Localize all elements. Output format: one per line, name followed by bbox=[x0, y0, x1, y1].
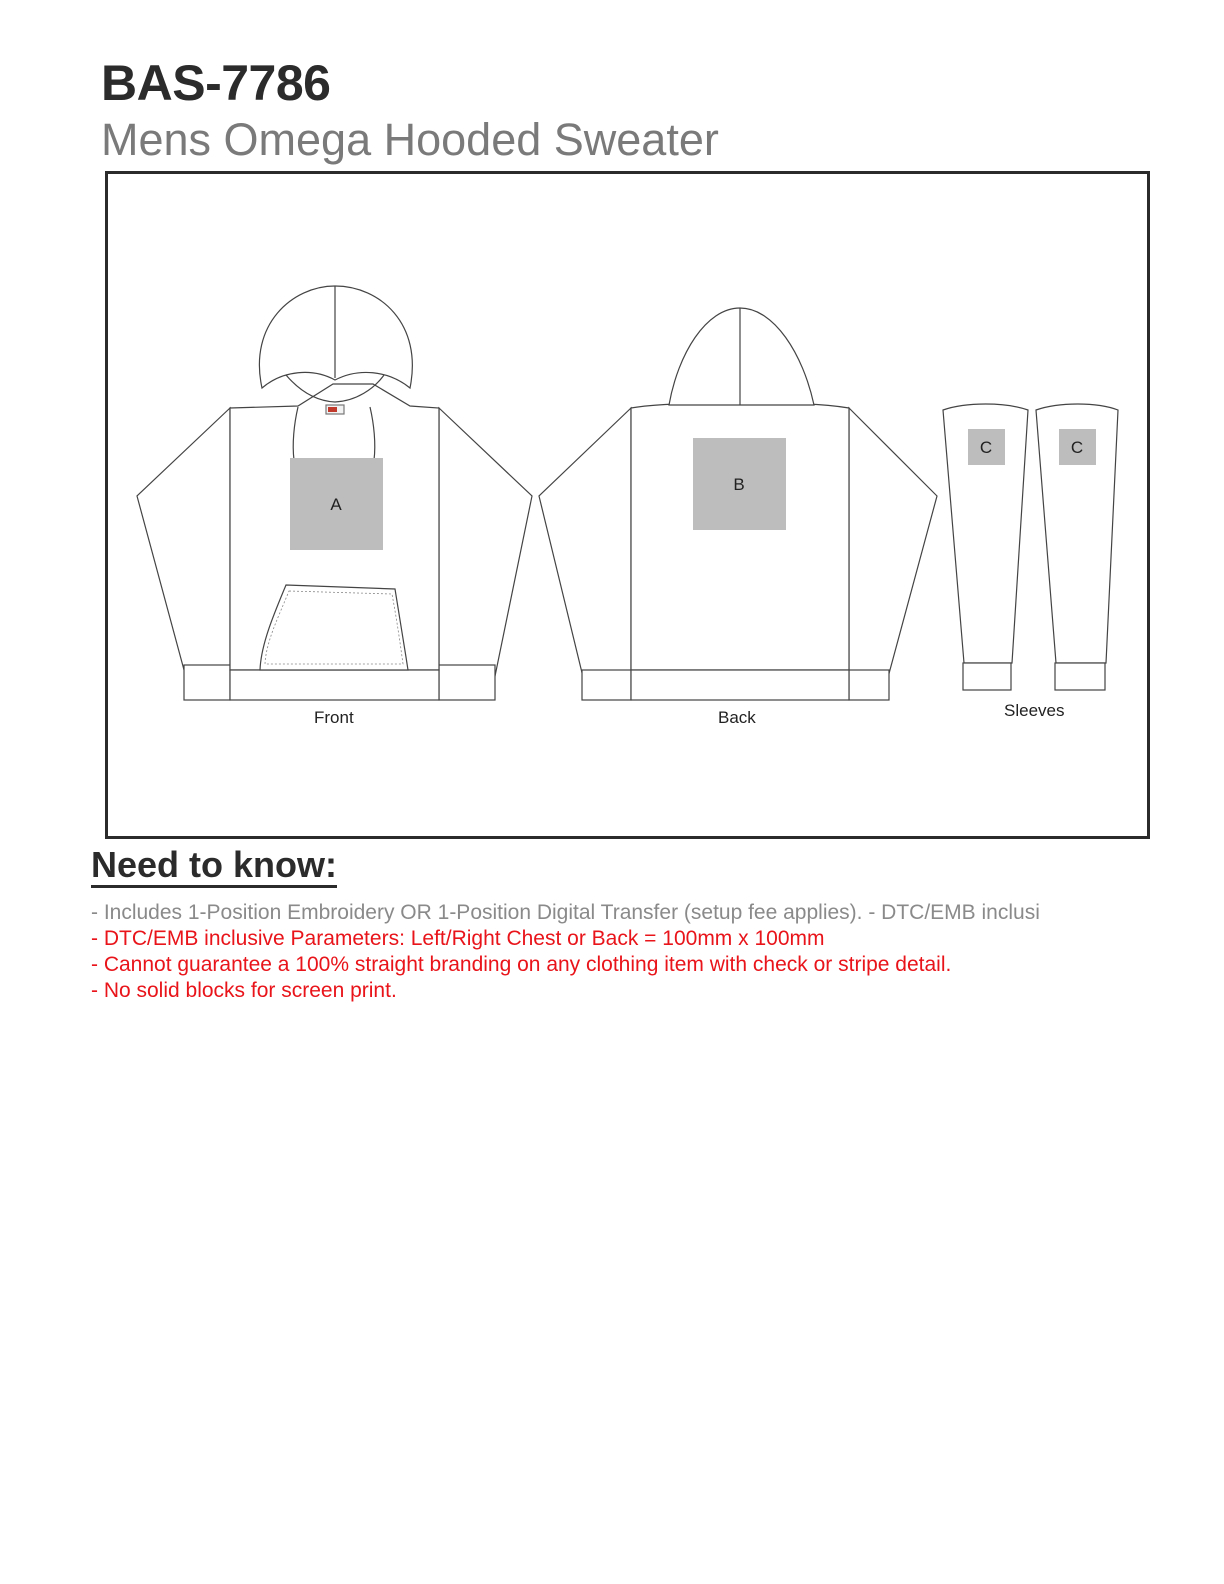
front-right-cuff bbox=[439, 665, 495, 700]
sleeves-view-label: Sleeves bbox=[1004, 701, 1065, 720]
left-sleeve-cuff bbox=[963, 663, 1011, 690]
front-left-cuff bbox=[184, 665, 230, 700]
back-left-cuff bbox=[582, 670, 631, 700]
back-left-sleeve bbox=[539, 408, 631, 681]
back-right-cuff bbox=[849, 670, 889, 700]
front-left-sleeve bbox=[137, 408, 230, 681]
back-view-label: Back bbox=[718, 708, 756, 727]
right-sleeve-cuff bbox=[1055, 663, 1105, 690]
back-waistband bbox=[631, 670, 849, 700]
need-to-know-heading: Need to know: bbox=[91, 846, 337, 888]
product-code: BAS-7786 bbox=[101, 55, 331, 111]
front-view-label: Front bbox=[314, 708, 354, 727]
note-line: - Cannot guarantee a 100% straight branding on any clothing item with check or stripe detail. bbox=[91, 953, 952, 976]
front-waistband bbox=[230, 670, 439, 700]
garment-drawing bbox=[108, 174, 1147, 836]
garment-diagram bbox=[105, 171, 1150, 839]
front-right-sleeve bbox=[439, 408, 532, 681]
product-name: Mens Omega Hooded Sweater bbox=[101, 114, 719, 165]
front-hood bbox=[259, 286, 412, 388]
front-kangaroo-pocket bbox=[260, 585, 408, 670]
back-hood bbox=[669, 308, 814, 405]
note-line: - Includes 1-Position Embroidery OR 1-Position Digital Transfer (setup fee applies). - DTC/EMB inclusi bbox=[91, 901, 1040, 924]
back-right-sleeve bbox=[849, 408, 937, 681]
position-c-right-label: C bbox=[1070, 438, 1084, 457]
need-to-know-notes bbox=[91, 900, 1131, 1004]
position-b-label: B bbox=[733, 475, 745, 494]
position-a-label: A bbox=[330, 495, 342, 514]
note-line: - DTC/EMB inclusive Parameters: Left/Right Chest or Back = 100mm x 100mm bbox=[91, 927, 825, 950]
position-c-left-label: C bbox=[979, 438, 993, 457]
note-line: - No solid blocks for screen print. bbox=[91, 979, 397, 1002]
